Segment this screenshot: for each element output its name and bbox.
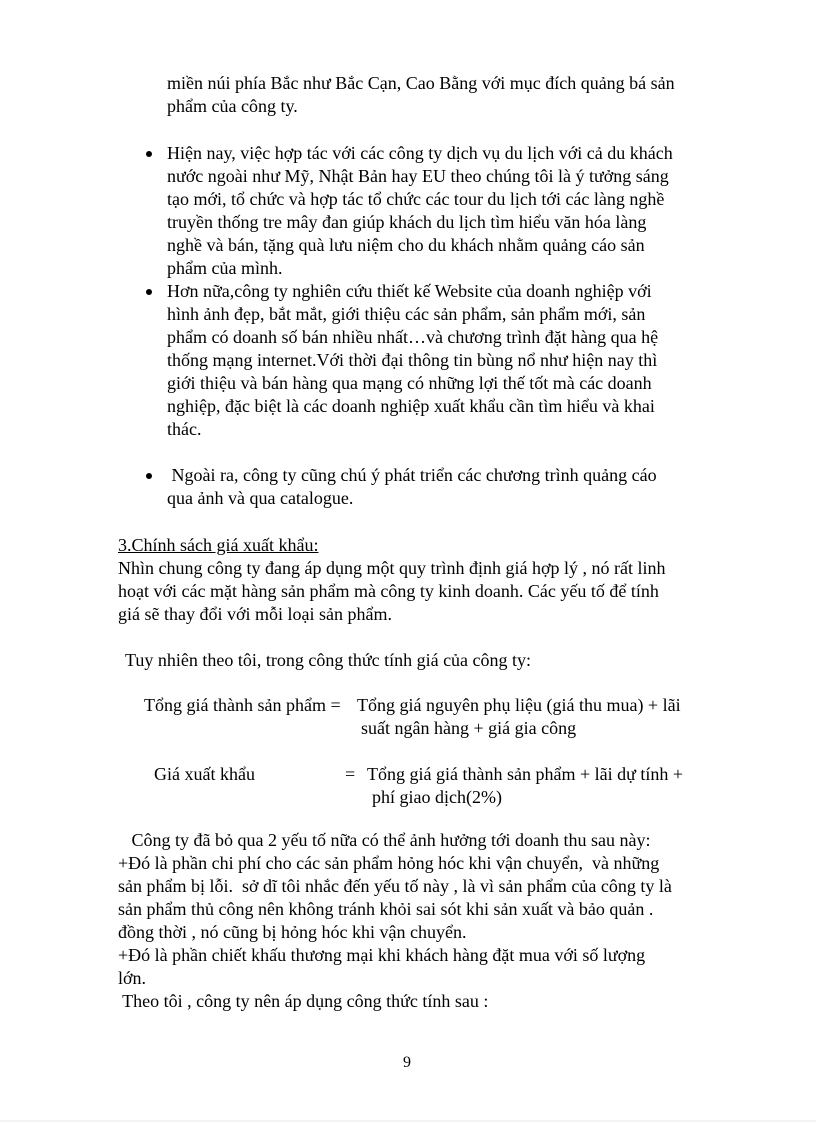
- closing-line-5: đồng thời , nó cũng bị hỏng hóc khi vận chuyển.: [118, 922, 467, 942]
- bullet-1-line-6: phẩm của mình.: [167, 258, 283, 278]
- closing-line-1: Công ty đã bỏ qua 2 yếu tố nữa có thể ảnh hưởng tới doanh thu sau này:: [118, 830, 651, 850]
- bullet-2-line-7: thác.: [167, 419, 202, 439]
- bullet-2-line-3: phẩm có doanh số bán nhiều nhất…và chương trình đặt hàng qua hệ: [167, 327, 659, 347]
- closing-line-2: +Đó là phần chi phí cho các sản phẩm hỏng hóc khi vận chuyển, và những: [118, 853, 660, 873]
- continuation-line-2: phẩm của công ty.: [167, 96, 298, 116]
- bullet-2-line-4: thống mạng internet.Với thời đại thông tin bùng nổ như hiện nay thì: [167, 350, 658, 370]
- section-para-line-3: giá sẽ thay đổi với mỗi loại sản phẩm.: [118, 604, 392, 624]
- bullet-2-line-1: Hơn nữa,công ty nghiên cứu thiết kế Website của doanh nghiệp với: [167, 281, 652, 301]
- closing-line-3: sản phẩm bị lỗi. sở dĩ tôi nhắc đến yếu tố này , là vì sản phẩm của công ty là: [118, 876, 672, 896]
- closing-line-7: lớn.: [118, 968, 147, 988]
- section-para-line-1: Nhìn chung công ty đang áp dụng một quy trình định giá hợp lý , nó rất linh: [118, 558, 666, 578]
- formula-2-equals: =: [345, 764, 356, 784]
- page-number: 9: [403, 1054, 411, 1071]
- bullet-1-line-2: nước ngoài như Mỹ, Nhật Bản hay EU theo chúng tôi là ý tưởng sáng: [167, 166, 669, 186]
- section-para-line-2: hoạt với các mặt hàng sản phẩm mà công ty kinh doanh. Các yếu tố để tính: [118, 581, 659, 601]
- bullet-1-line-1: Hiện nay, việc hợp tác với các công ty dịch vụ du lịch với cả du khách: [167, 143, 673, 163]
- continuation-line-1: miền núi phía Bắc như Bắc Cạn, Cao Bằng với mục đích quảng bá sản: [167, 73, 675, 93]
- formula-1-rhs-line-2: suất ngân hàng + giá gia công: [361, 718, 577, 738]
- closing-line-6: +Đó là phần chiết khấu thương mại khi khách hàng đặt mua với số lượng: [118, 945, 646, 965]
- bullet-icon: [146, 151, 152, 157]
- bullet-2-line-2: hình ảnh đẹp, bắt mắt, giới thiệu các sản phẩm, sản phẩm mới, sản: [167, 304, 646, 324]
- formula-2-rhs-line-2: phí giao dịch(2%): [372, 787, 502, 807]
- closing-line-4: sản phẩm thủ công nên không tránh khỏi sai sót khi sản xuất và bảo quản .: [118, 899, 654, 919]
- formula-1-rhs-line-1: Tổng giá nguyên phụ liệu (giá thu mua) + lãi: [357, 695, 681, 715]
- bullet-2-line-5: giới thiệu và bán hàng qua mạng có những lợi thế tốt mà các doanh: [167, 373, 652, 393]
- formula-2-rhs-line-1: Tổng giá giá thành sản phẩm + lãi dự tính +: [367, 764, 684, 784]
- bullet-icon: [146, 473, 152, 479]
- bullet-1-line-5: nghề và bán, tặng quà lưu niệm cho du khách nhằm quảng cáo sản: [167, 235, 645, 255]
- formula-1-lhs: Tổng giá thành sản phẩm =: [144, 695, 341, 715]
- bullet-icon: [146, 289, 152, 295]
- bullet-3-line-2: qua ảnh và qua catalogue.: [167, 488, 354, 508]
- bullet-3-line-1: Ngoài ra, công ty cũng chú ý phát triển các chương trình quảng cáo: [167, 465, 657, 485]
- bullet-1-line-3: tạo mới, tổ chức và hợp tác tổ chức các tour du lịch tới các làng nghề: [167, 189, 665, 209]
- formula-2-lhs: Giá xuất khẩu: [154, 764, 255, 784]
- page-bottom-edge: [0, 1120, 816, 1122]
- section-heading: 3.Chính sách giá xuất khẩu:: [118, 535, 319, 555]
- intro-line: Tuy nhiên theo tôi, trong công thức tính giá của công ty:: [125, 650, 532, 670]
- bullet-2-line-6: nghiệp, đặc biệt là các doanh nghiệp xuất khẩu cần tìm hiểu và khai: [167, 396, 655, 416]
- bullet-1-line-4: truyền thống tre mây đan giúp khách du lịch tìm hiểu văn hóa làng: [167, 212, 647, 232]
- closing-line-8: Theo tôi , công ty nên áp dụng công thức tính sau :: [118, 991, 489, 1011]
